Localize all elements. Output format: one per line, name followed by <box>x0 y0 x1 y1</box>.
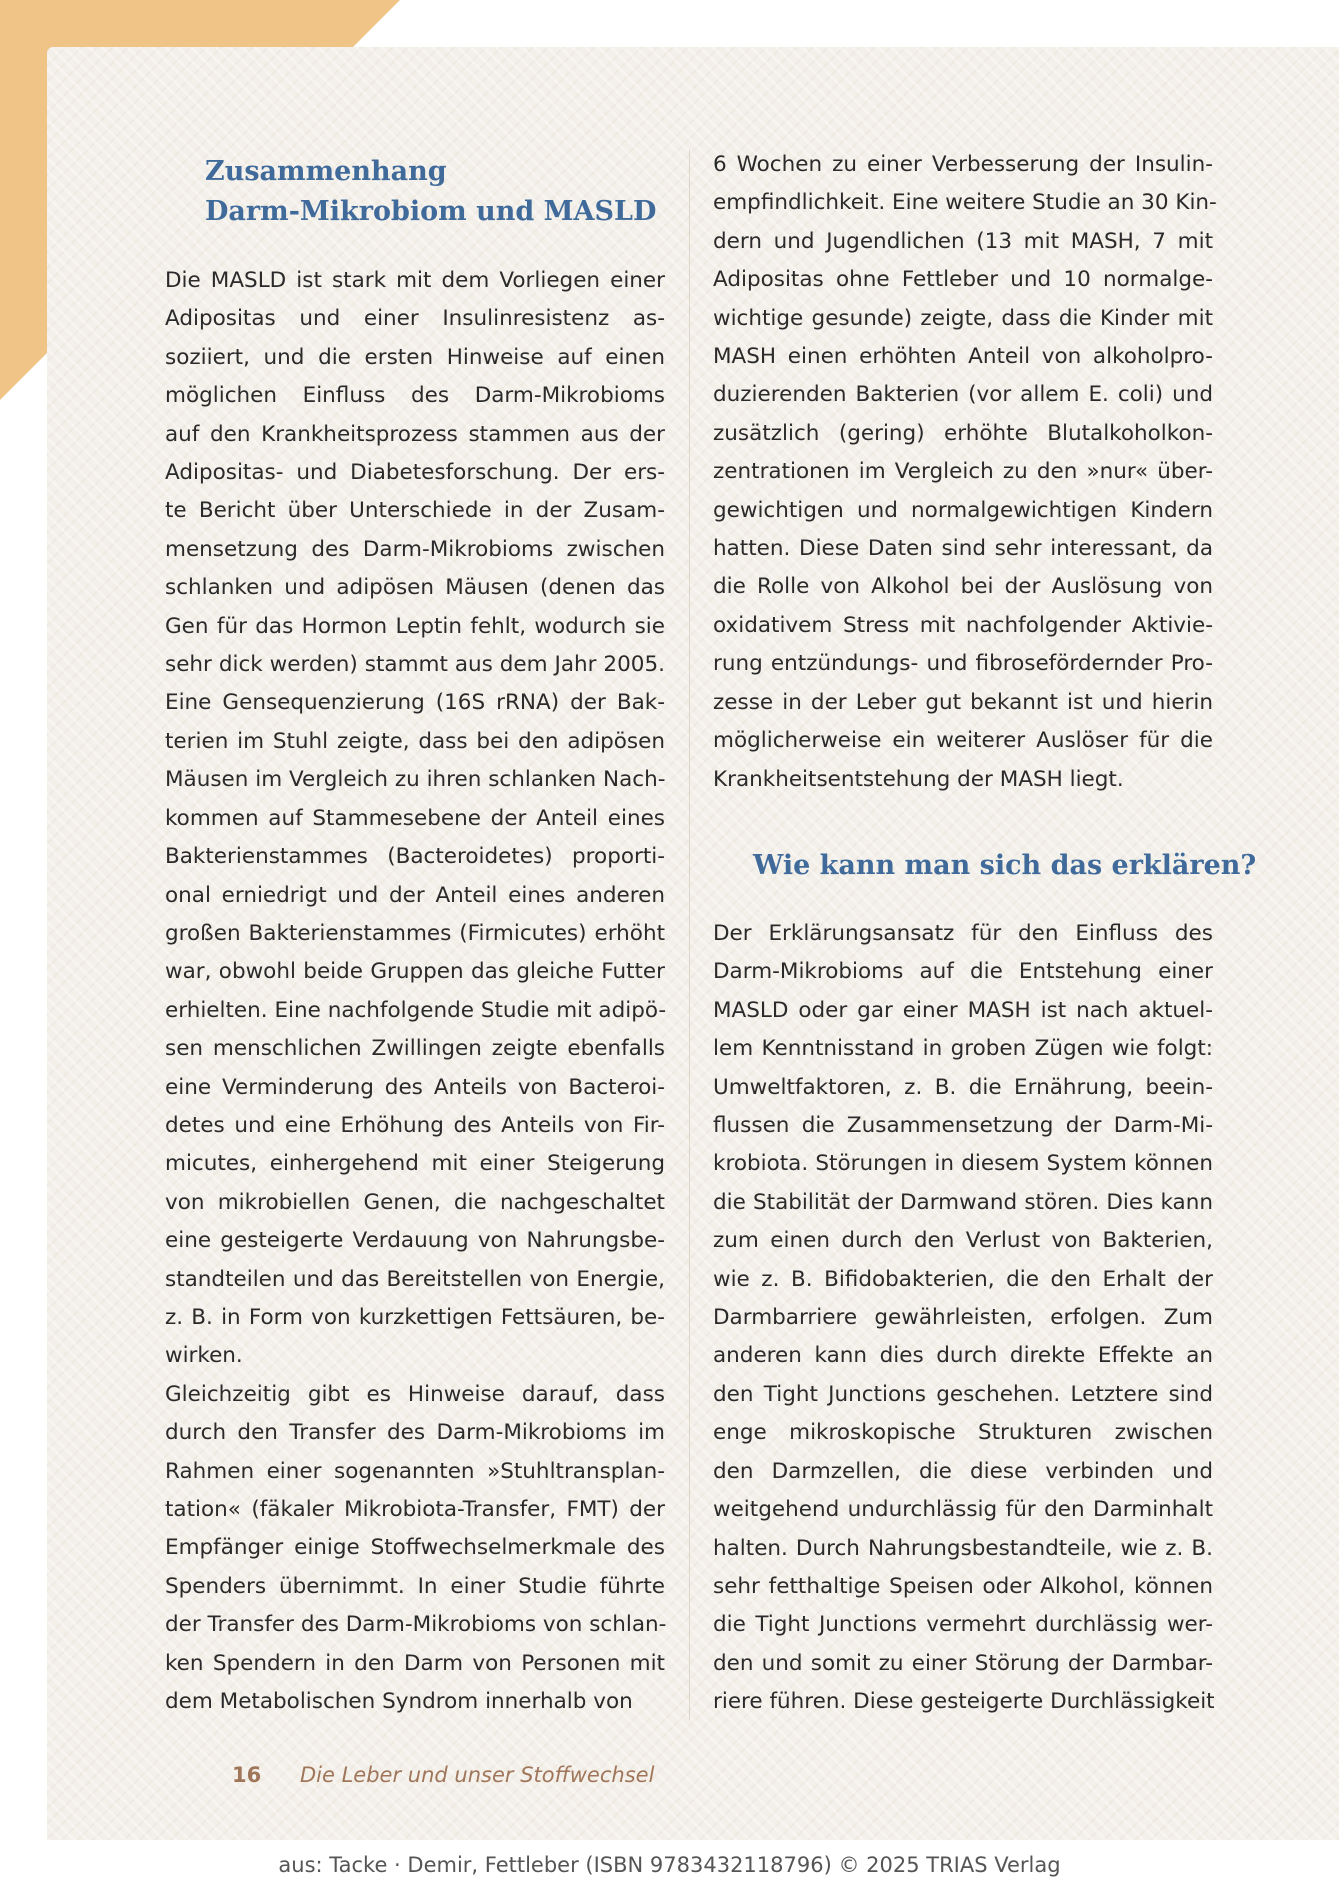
text-line: möglichen Einfluss des Darm-Mikrobioms <box>165 383 665 409</box>
text-line: großen Bakterienstammes (Firmicutes) erhöht <box>165 920 665 946</box>
text-line: detes und eine Erhöhung des Anteils von Fir- <box>165 1112 665 1138</box>
text-line: standteilen und das Bereitstellen von Energie, <box>165 1266 665 1292</box>
text-line: den und somit zu einer Störung der Darmbar- <box>713 1650 1213 1676</box>
text-line: möglicherweise ein weiterer Auslöser für die <box>713 728 1213 754</box>
text-line: auf den Krankheitsprozess stammen aus der <box>165 421 665 447</box>
text-line: Spenders übernimmt. In einer Studie führte <box>165 1573 665 1599</box>
text-line: die Tight Junctions vermehrt durchlässig wer- <box>713 1612 1213 1638</box>
text-line: Adipositas- und Diabetesforschung. Der ers- <box>165 460 665 486</box>
text-line: oxidativem Stress mit nachfolgender Aktivie- <box>713 612 1213 638</box>
text-line: Adipositas und einer Insulinresistenz as- <box>165 306 665 332</box>
text-line: flussen die Zusammensetzung der Darm-Mi- <box>713 1113 1213 1139</box>
text-line: zusätzlich (gering) erhöhte Blutalkoholkon- <box>713 420 1213 446</box>
text-line: soziiert, und die ersten Hinweise auf einen <box>165 344 665 370</box>
text-line: weitgehend undurchlässig für den Darminhalt <box>713 1497 1213 1523</box>
heading-line-2: Darm-Mikrobiom und MASLD <box>205 196 657 227</box>
heading-line-1: Zusammenhang <box>205 156 447 187</box>
text-line: durch den Transfer des Darm-Mikrobioms im <box>165 1420 665 1446</box>
text-line: Gen für das Hormon Leptin fehlt, wodurch sie <box>165 613 665 639</box>
text-line: erhielten. Eine nachfolgende Studie mit adipö- <box>165 997 667 1023</box>
text-line: dern und Jugendlichen (13 mit MASH, 7 mit <box>713 228 1213 254</box>
text-line: MASH einen erhöhten Anteil von alkoholpro- <box>713 344 1213 370</box>
text-line: z. B. in Form von kurzkettigen Fettsäuren, be- <box>165 1304 665 1330</box>
text-line: enge mikroskopische Strukturen zwischen <box>713 1420 1213 1446</box>
text-line: duzierenden Bakterien (vor allem E. coli) und <box>713 382 1213 408</box>
text-line: Mäusen im Vergleich zu ihren schlanken Nach- <box>165 767 666 793</box>
text-line: wie z. B. Bifidobakterien, die den Erhalt der <box>713 1266 1213 1292</box>
text-line: onal erniedrigt und der Anteil eines anderen <box>165 882 665 908</box>
text-line: eine Verminderung des Anteils von Bacteroi- <box>165 1074 665 1100</box>
text-line: zesse in der Leber gut bekannt ist und hierin <box>713 689 1213 715</box>
left-column-text <box>165 262 665 1721</box>
text-line: lem Kenntnisstand in groben Zügen wie folgt: <box>713 1036 1213 1062</box>
running-footer-title: Die Leber und unser Stoffwechsel <box>300 1763 655 1787</box>
text-line: sehr fetthaltige Speisen oder Alkohol, können <box>713 1573 1213 1599</box>
text-line: 6 Wochen zu einer Verbesserung der Insulin- <box>713 152 1213 177</box>
text-line: Rahmen einer sogenannten »Stuhltransplan- <box>165 1458 665 1484</box>
text-line: tation« (fäkaler Mikrobiota-Transfer, FMT) der <box>165 1497 665 1522</box>
right-column-text-bottom <box>713 915 1213 1722</box>
text-line: Der Erklärungsansatz für den Einfluss des <box>713 921 1213 946</box>
text-line: gewichtigen und normalgewichtigen Kindern <box>713 497 1213 523</box>
text-line: der Transfer des Darm-Mikrobioms von schlan- <box>165 1612 667 1638</box>
text-line: micutes, einhergehend mit einer Steigerung <box>165 1151 665 1177</box>
text-line: zum einen durch den Verlust von Bakterien, <box>713 1228 1213 1254</box>
section-heading-zusammenhang <box>205 152 656 232</box>
text-line: te Bericht über Unterschiede in der Zusam- <box>165 498 665 524</box>
text-line: Darmbarriere gewährleisten, erfolgen. Zum <box>713 1305 1213 1331</box>
text-line: sen menschlichen Zwillingen zeigte ebenfalls <box>165 1036 665 1062</box>
right-column-text-top <box>713 146 1217 799</box>
text-line: mensetzung des Darm-Mikrobioms zwischen <box>165 536 665 562</box>
text-line: hatten. Diese Daten sind sehr interessant, da <box>713 536 1213 562</box>
text-line: war, obwohl beide Gruppen das gleiche Futter <box>165 959 665 985</box>
column-divider <box>689 150 690 1720</box>
text-line: den Tight Junctions geschehen. Letztere sind <box>713 1381 1213 1407</box>
text-line: Gleichzeitig gibt es Hinweise darauf, dass <box>165 1381 665 1407</box>
text-line: Empfänger einige Stoffwechselmerkmale des <box>165 1535 665 1561</box>
text-line: krobiota. Störungen in diesem System können <box>713 1151 1213 1177</box>
text-line: halten. Durch Nahrungsbestandteile, wie z. B. <box>713 1535 1213 1561</box>
text-line: kommen auf Stammesebene der Anteil eines <box>165 805 665 831</box>
text-line: terien im Stuhl zeigte, dass bei den adipösen <box>165 728 665 754</box>
text-line: dem Metabolischen Syndrom innerhalb von <box>165 1689 633 1715</box>
text-line: Krankheitsentstehung der MASH liegt. <box>713 766 1124 792</box>
text-line: Bakterienstammes (Bacteroidetes) proporti- <box>165 844 665 870</box>
text-line: MASLD oder gar einer MASH ist nach aktuel- <box>713 997 1213 1023</box>
text-line: den Darmzellen, die diese verbinden und <box>713 1458 1213 1484</box>
text-line: ken Spendern in den Darm von Personen mit <box>165 1650 665 1676</box>
text-line: wichtige gesunde) zeigte, dass die Kinder mit <box>713 305 1213 331</box>
text-line: riere führen. Diese gesteigerte Durchlässigkeit <box>713 1689 1215 1715</box>
text-line: sehr dick werden) stammt aus dem Jahr 2005. <box>165 652 665 678</box>
text-line: empfindlichkeit. Eine weitere Studie an 30 Kin- <box>713 190 1217 216</box>
text-line: wirken. <box>165 1343 243 1369</box>
text-line: schlanken und adipösen Mäusen (denen das <box>165 575 665 601</box>
page-number: 16 <box>232 1763 262 1787</box>
text-line: Adipositas ohne Fettleber und 10 normalge- <box>713 267 1213 293</box>
section-heading-erklaeren: Wie kann man sich das erklären? <box>753 850 1257 881</box>
source-note: aus: Tacke · Demir, Fettleber (ISBN 9783432118796) © 2025 TRIAS Verlag <box>278 1853 1061 1877</box>
text-line: rung entzündungs- und fibrosefördernder Pro- <box>713 651 1213 677</box>
text-line: Umweltfaktoren, z. B. die Ernährung, beein- <box>713 1074 1213 1100</box>
text-line: anderen kann dies durch direkte Effekte an <box>713 1343 1213 1369</box>
text-line: von mikrobiellen Genen, die nachgeschaltet <box>165 1189 665 1215</box>
text-line: die Stabilität der Darmwand stören. Dies kann <box>713 1189 1213 1215</box>
text-line: Darm-Mikrobioms auf die Entstehung einer <box>713 959 1213 985</box>
text-line: eine gesteigerte Verdauung von Nahrungsbe- <box>165 1228 665 1254</box>
text-line: zentrationen im Vergleich zu den »nur« über- <box>713 459 1213 485</box>
text-line: die Rolle von Alkohol bei der Auslösung von <box>713 574 1213 600</box>
text-line: Die MASLD ist stark mit dem Vorliegen einer <box>165 268 665 293</box>
text-line: Eine Gensequenzierung (16S rRNA) der Bak- <box>165 690 665 716</box>
